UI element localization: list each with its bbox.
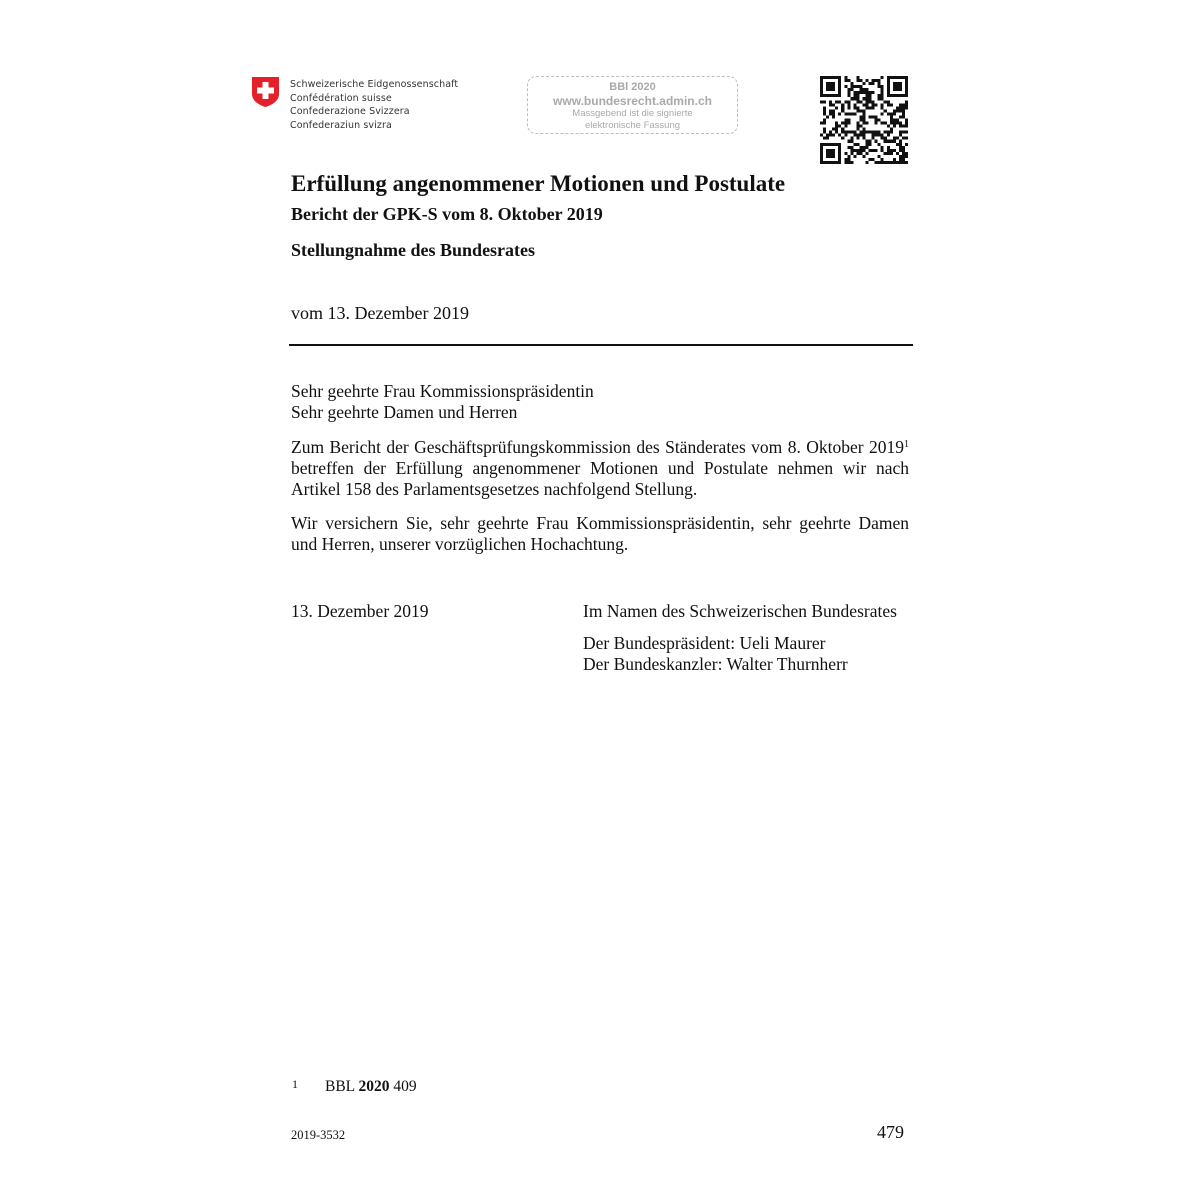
paragraph-1-text-b: betreffen der Erfüllung angenommener Motionen und Postulate nehmen wir nach Artikel 158 des Parlamentsgesetzes nachfolgend Stellung. xyxy=(291,458,909,499)
salutation xyxy=(291,381,594,423)
salutation-line-1: Sehr geehrte Frau Kommissionspräsidentin xyxy=(291,381,594,401)
document-date: vom 13. Dezember 2019 xyxy=(291,303,469,323)
footnote-year: 2020 xyxy=(358,1078,390,1095)
stamp-note-2: elektronische Fassung xyxy=(584,120,681,131)
confederation-names xyxy=(290,78,458,132)
confederation-name-rm: Confederaziun svizra xyxy=(290,119,392,131)
statement-heading: Stellungnahme des Bundesrates xyxy=(291,240,536,260)
stamp-url[interactable]: www.bundesrecht.admin.ch xyxy=(553,94,712,108)
paragraph-1 xyxy=(291,437,909,500)
swiss-cross-icon xyxy=(251,76,280,108)
page-number: 479 xyxy=(877,1122,904,1142)
qr-code-icon xyxy=(820,76,908,164)
confederation-name-de: Schweizerische Eidgenossenschaft xyxy=(290,79,459,90)
stamp-note-1: Massgebend ist die signierte xyxy=(572,108,693,119)
official-stamp xyxy=(527,76,738,134)
signature-date: 13. Dezember 2019 xyxy=(291,601,429,621)
signature-block xyxy=(583,601,897,675)
document-number: 2019-3532 xyxy=(291,1128,346,1142)
document-title: Erfüllung angenommener Motionen und Postulate xyxy=(291,171,786,196)
signature-president: Der Bundespräsident: Ueli Maurer xyxy=(583,633,826,653)
stamp-bbl: BBl 2020 xyxy=(609,81,656,93)
title-divider xyxy=(289,344,913,346)
paragraph-2: Wir versichern Sie, sehr geehrte Frau Kommissionspräsidentin, sehr geehrte Damen und Herren, unserer vorzüglichen Hochachtung. xyxy=(291,513,909,554)
confederation-name-it: Confederazione Svizzera xyxy=(290,106,410,117)
signature-on-behalf: Im Namen des Schweizerischen Bundesrates xyxy=(583,601,897,621)
salutation-line-2: Sehr geehrte Damen und Herren xyxy=(291,402,518,422)
signature-chancellor: Der Bundeskanzler: Walter Thurnherr xyxy=(583,654,848,674)
footnote-prefix: BBL xyxy=(325,1078,359,1095)
footnote-ref[interactable]: 1 xyxy=(904,439,909,450)
paragraph-1-text-a: Zum Bericht der Geschäftsprüfungskommission des Ständerates vom 8. Oktober 2019 xyxy=(291,437,904,457)
footnote-number: 1 xyxy=(292,1077,298,1091)
footnote-page: 409 xyxy=(389,1078,417,1095)
footnote-text xyxy=(325,1078,417,1096)
document-subtitle: Bericht der GPK-S vom 8. Oktober 2019 xyxy=(291,204,603,224)
confederation-name-fr: Confédération suisse xyxy=(290,92,392,104)
